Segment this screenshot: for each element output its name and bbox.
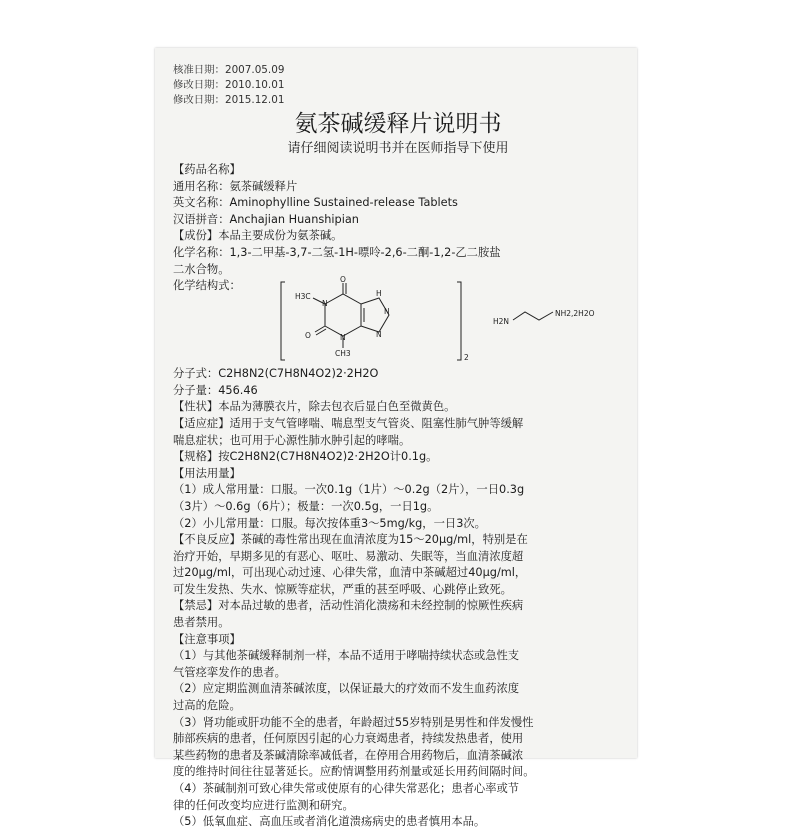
precaution-line: （3）肾功能或肝功能不全的患者，年龄超过55岁特别是男性和伴发慢性 <box>173 715 534 729</box>
indications-line-2: 喘息症状；也可用于心源性肺水肿引起的哮喘。 <box>173 433 411 447</box>
molecular-formula: 分子式：C2H8N2(C7H8N4O2)2·2H2O <box>173 367 379 381</box>
english-name: 英文名称：Aminophylline Sustained-release Tablets <box>173 196 458 210</box>
contraindications-line-1: 【禁忌】对本品过敏的患者，活动性消化溃疡和未经控制的惊厥性疾病 <box>173 599 524 613</box>
precautions-header: 【注意事项】 <box>173 632 241 646</box>
composition: 【成份】本品主要成份为氨茶碱。 <box>173 229 343 243</box>
bracket-subscript: 2 <box>464 353 469 363</box>
methyl-group-2: CH3 <box>335 349 351 359</box>
structure-label: 化学结构式： <box>173 279 241 293</box>
structure-diagram <box>263 274 603 366</box>
leaflet-sheet <box>155 48 637 829</box>
adverse-line-2: 治疗开始，早期多见的有恶心、呕吐、易激动、失眠等，当血清浓度超 <box>173 549 524 563</box>
pinyin-name: 汉语拼音：Anchajian Huanshipian <box>173 212 359 226</box>
precaution-line: 肺部疾病的患者，任何原因引起的心力衰竭患者，持续发热患者，使用 <box>173 732 524 746</box>
adverse-line-4: 可发生发热、失水、惊厥等症状，严重的甚至呼吸、心跳停止致死。 <box>173 582 512 596</box>
document-subtitle: 请仔细阅读说明书并在医师指导下使用 <box>287 141 509 156</box>
dosage-line-1: （1）成人常用量：口服。一次0.1g（1片）～0.2g（2片），一日0.3g <box>173 483 525 497</box>
dosage-line-3: （2）小儿常用量：口服。每次按体重3～5mg/kg，一日3次。 <box>173 516 486 530</box>
chemical-structure <box>173 275 623 366</box>
document-title: 氨茶碱缓释片说明书 <box>294 111 502 137</box>
nitrogen-3: N <box>384 307 390 317</box>
molecular-weight: 分子量：456.46 <box>173 383 258 397</box>
revision-dates <box>173 63 623 108</box>
precaution-line: 某些药物的患者及茶碱清除率减低者，在停用合用药物后，血清茶碱浓 <box>173 748 524 762</box>
adverse-line-3: 过20μg/ml，可出现心动过速、心律失常，血清中茶碱超过40μg/ml， <box>173 566 527 580</box>
properties: 【性状】本品为薄膜衣片，除去包衣后显白色至微黄色。 <box>173 400 456 414</box>
chemical-name: 化学名称：1,3-二甲基-3,7-二氢-1H-嘌呤-2,6-二酮-1,2-乙二胺盐 <box>173 245 501 259</box>
precaution-line: 过高的危险。 <box>173 699 241 713</box>
precaution-line: 律的任何改变均应进行监测和研究。 <box>173 798 354 812</box>
precaution-line: （4）茶碱制剂可致心律失常或使原有的心律失常恶化；患者心率或节 <box>173 782 520 795</box>
oxygen-2: O <box>305 331 311 341</box>
indications-line-1: 【适应症】适用于支气管哮喘、喘息型支气管炎、阻塞性肺气肿等缓解 <box>173 416 524 430</box>
nitrogen-1: N <box>322 299 328 309</box>
hydrogen: H <box>376 289 382 299</box>
methyl-group-1: H3C <box>295 292 311 302</box>
precaution-line: （1）与其他茶碱缓释制剂一样，本品不适用于哮喘持续状态或急性支 <box>173 649 520 663</box>
adverse-line-1: 【不良反应】茶碱的毒性常出现在血清浓度为15～20μg/ml，特别是在 <box>173 533 528 547</box>
drug-name-header: 【药品名称】 <box>173 163 241 176</box>
leaflet-content <box>173 63 623 831</box>
amine-right: NH2,2H2O <box>555 309 595 319</box>
amine-left: H2N <box>493 317 510 327</box>
precaution-line: （5）低氧血症、高血压或者消化道溃疡病史的患者慎用本品。 <box>173 815 486 829</box>
precaution-line: （2）应定期监测血清茶碱浓度，以保证最大的疗效而不发生血药浓度 <box>173 682 520 696</box>
dosage-header: 【用法用量】 <box>173 466 241 480</box>
chemical-name-cont: 二水合物。 <box>173 262 230 276</box>
specification: 【规格】按C2H8N2(C7H8N4O2)2·2H2O计0.1g。 <box>173 450 438 464</box>
approval-date: 核准日期：2007.05.09 <box>173 64 285 76</box>
generic-name: 通用名称：氨茶碱缓释片 <box>173 179 298 193</box>
oxygen-1: O <box>340 275 346 285</box>
precaution-line: 气管痉挛发作的患者。 <box>173 665 286 679</box>
dosage-line-2: （3片）～0.6g（6片）；极量：一次0.5g，一日1g。 <box>173 499 439 513</box>
nitrogen-2: N <box>340 333 346 343</box>
precaution-line: 度的维持时间往往显著延长。应酌情调整用药剂量或延长用药间隔时间。 <box>173 765 535 779</box>
revision-date-1: 修改日期：2010.10.01 <box>173 79 285 91</box>
revision-date-2: 修改日期：2015.12.01 <box>173 94 285 106</box>
contraindications-line-2: 患者禁用。 <box>173 616 230 630</box>
nitrogen-4: N <box>376 330 382 340</box>
